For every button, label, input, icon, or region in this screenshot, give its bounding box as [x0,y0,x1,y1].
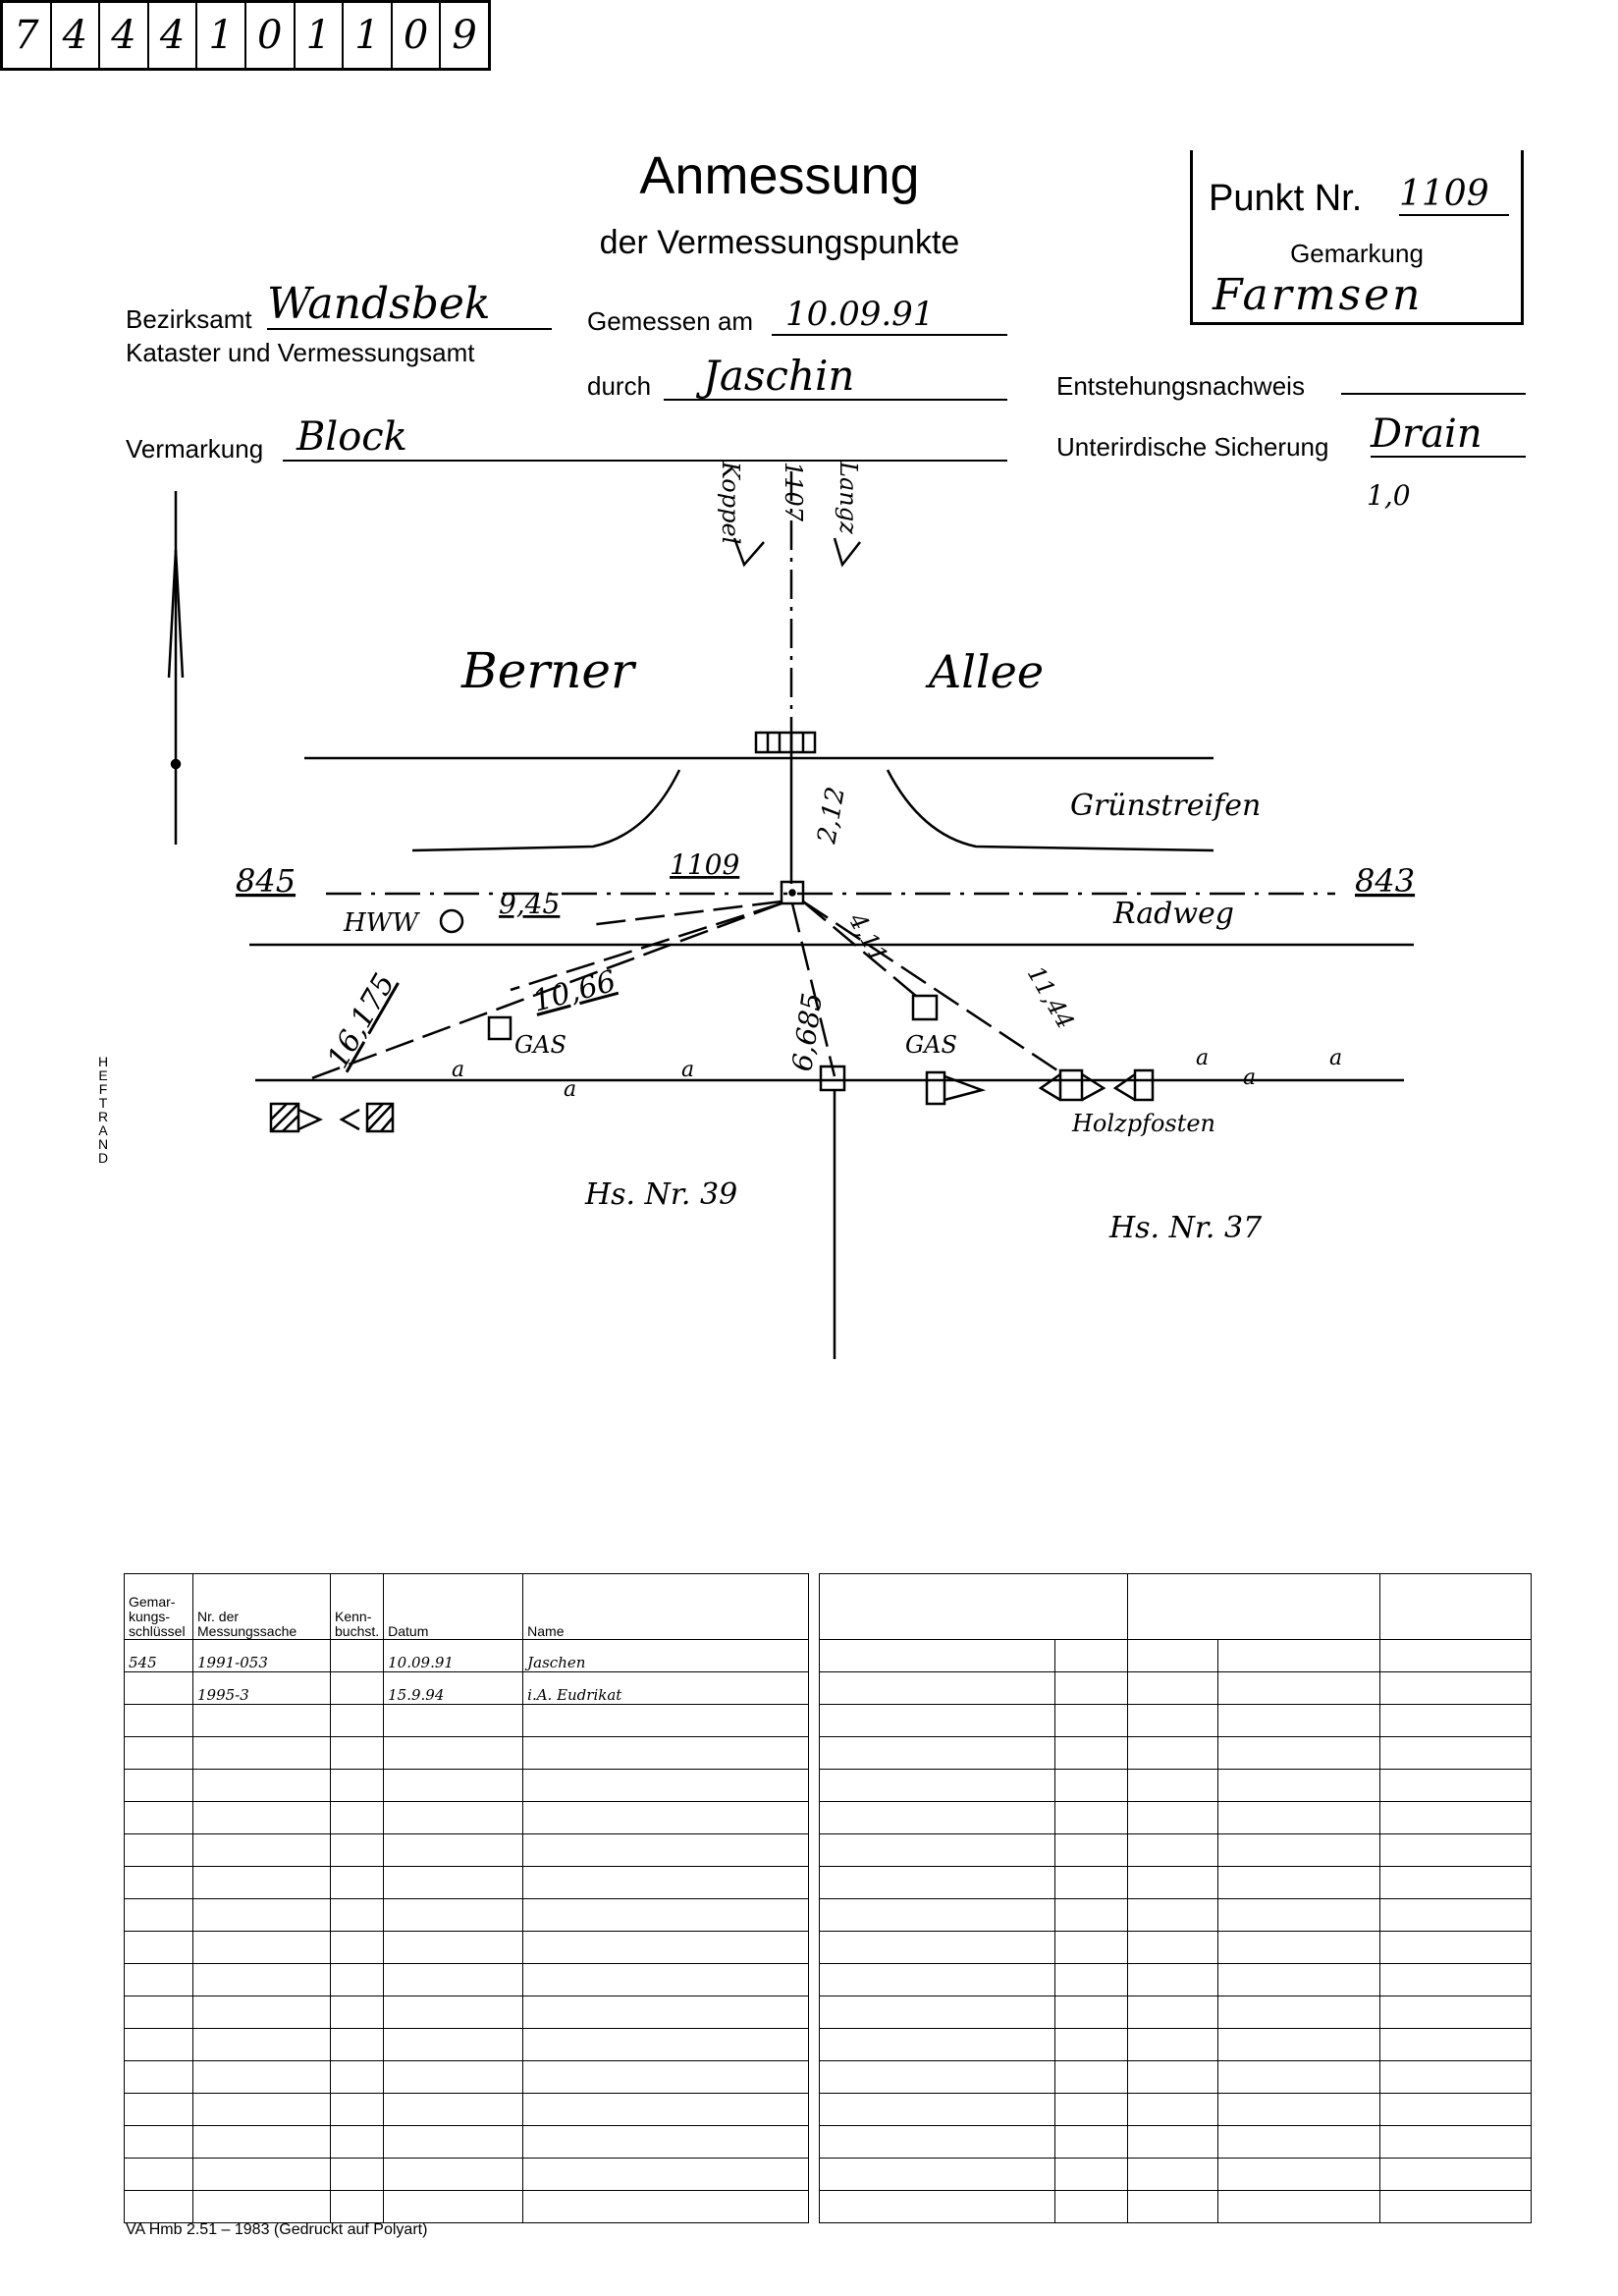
table-row [820,1672,1532,1705]
table-row [820,1964,1532,1996]
table-row [125,1834,809,1867]
table-cell: 1995-3 [193,1672,331,1705]
distance-1: 10,66 [529,963,620,1019]
table-cell: 545 [125,1640,193,1672]
punkt-label: Punkt Nr. [1209,178,1363,219]
register-header: Gemar-kungs-schlüssel [125,1574,193,1640]
register-header: Datum [384,1574,523,1640]
page-title: Anmessung [639,146,920,205]
table-row [820,2159,1532,2191]
table-row [125,1672,809,1705]
table-row [820,1996,1532,2029]
gas-label-left: GAS [514,1031,566,1059]
table-row [125,2094,809,2126]
table-row [125,1705,809,1737]
number-digit: 4 [50,3,99,68]
number-digit: 0 [244,3,294,68]
sicherung-label: Unterirdische Sicherung [1056,432,1329,462]
gas-label-right: GAS [905,1031,957,1059]
table-row [820,2126,1532,2159]
table-row [125,1737,809,1770]
distance-2: 16,175 [320,967,403,1074]
register-table-left [124,1573,809,2223]
number-digit: 1 [195,3,244,68]
table-row [125,1899,809,1932]
table-cell [331,1640,384,1672]
hydrant-icon [441,910,462,932]
table-row [125,1996,809,2029]
register-header: Name [523,1574,809,1640]
table-cell [125,1672,193,1705]
page-subtitle: der Vermessungspunkte [599,224,960,261]
register-table-right [819,1573,1532,2223]
hydrant-distance: 9,45 [499,888,561,920]
drain-icon [756,733,815,752]
green-strip-label: Grünstreifen [1070,789,1262,823]
ref-point-right: 843 [1355,862,1416,900]
bezirksamt-value: Wandsbek [267,281,552,330]
number-digit: 1 [294,3,343,68]
table-cell: Jaschen [523,1640,809,1672]
register-header-row [820,1574,1532,1640]
table-row [820,1770,1532,1802]
table-cell: 10.09.91 [384,1640,523,1672]
green-strip-left [412,770,679,850]
table-cell: 1991-053 [193,1640,331,1672]
margin-label: HEFTRAND [97,1054,109,1166]
table-row [125,2126,809,2159]
table-row [125,1964,809,1996]
vermarkung-label: Vermarkung [126,434,264,464]
register-header-row [125,1574,809,1640]
house-number-right: Hs. Nr. 37 [1109,1211,1263,1245]
table-row [125,2061,809,2094]
sicherung-value: Drain [1371,412,1526,458]
street-name-left: Berner [461,642,634,699]
hydrant-label: HWW [344,908,419,938]
table-row [125,1770,809,1802]
table-row [125,2029,809,2061]
register-header: Kenn-buchst. [331,1574,384,1640]
table-cell: 15.9.94 [384,1672,523,1705]
table-cell [331,1672,384,1705]
number-digit: 0 [391,3,440,68]
table-row [125,1640,809,1672]
line-mark: a [1329,1046,1343,1070]
table-row [125,2159,809,2191]
arrow-icon [835,538,860,565]
table-row [820,1867,1532,1899]
table-row [125,1867,809,1899]
distance-top: 2,12 [812,784,851,847]
table-row [820,1899,1532,1932]
table-row [820,1834,1532,1867]
table-row [820,2191,1532,2223]
vermarkung-value: Block [283,414,1007,462]
number-digit: 4 [147,3,196,68]
house-number-left: Hs. Nr. 39 [585,1177,738,1212]
table-row [820,2029,1532,2061]
post-label: Holzpfosten [1072,1110,1216,1137]
table-row [125,2191,809,2223]
wooden-post-icon [1060,1070,1082,1100]
table-row [820,1737,1532,1770]
print-note: VA Hmb 2.51 – 1983 (Gedruckt auf Polyart) [126,2221,428,2238]
line-mark: a [681,1058,695,1082]
line-mark: a [452,1058,465,1082]
table-row [820,2094,1532,2126]
wooden-post-icon [1135,1070,1153,1100]
street-name-right: Allee [929,645,1045,698]
sicherung-depth: 1,0 [1367,479,1411,512]
distance-5: 11,44 [1021,961,1080,1034]
arrow-icon [298,1110,320,1129]
point-label: 1109 [670,848,740,881]
distance-4: 4,11 [842,908,893,968]
entstehung-label: Entstehungsnachweis [1056,371,1305,401]
wooden-post-icon [927,1072,944,1104]
table-row [820,1802,1532,1834]
table-cell: i.A. Eudrikat [523,1672,809,1705]
table-row [820,2061,1532,2094]
table-row [125,1802,809,1834]
table-row [820,1705,1532,1737]
top-label-1: Koppel [717,462,744,545]
number-digit: 1 [342,3,391,68]
gas-marker-icon [913,996,937,1019]
table-row [820,1932,1532,1964]
ref-point-left: 845 [236,862,297,900]
register-header: Nr. der Messungssache [193,1574,331,1640]
amt-subtitle: Kataster und Vermessungsamt [126,338,475,367]
line-mark: a [1196,1046,1210,1070]
gemarkung-label: Gemarkung [1290,239,1424,268]
distance-3: 6,685 [785,990,830,1073]
top-label-2: 1107 [780,462,807,522]
gemarkung-value: Farmsen [1213,270,1424,320]
table-row [125,1932,809,1964]
punkt-value: 1109 [1399,174,1509,216]
bike-path-label: Radweg [1113,897,1235,931]
durch-value: Jaschin [664,354,1007,401]
table-row [820,1640,1532,1672]
durch-label: durch [587,371,652,401]
gemessen-label: Gemessen am [587,306,754,336]
line-mark: a [564,1077,577,1102]
top-label-3: Langz [835,462,862,534]
gemessen-value: 10.09.91 [772,295,1007,336]
number-digit: 7 [14,13,39,58]
line-mark: a [1243,1066,1257,1090]
number-digit: 9 [439,3,488,68]
gas-marker-icon [489,1017,511,1039]
bezirksamt-label: Bezirksamt [126,304,252,334]
number-digit: 4 [98,3,147,68]
